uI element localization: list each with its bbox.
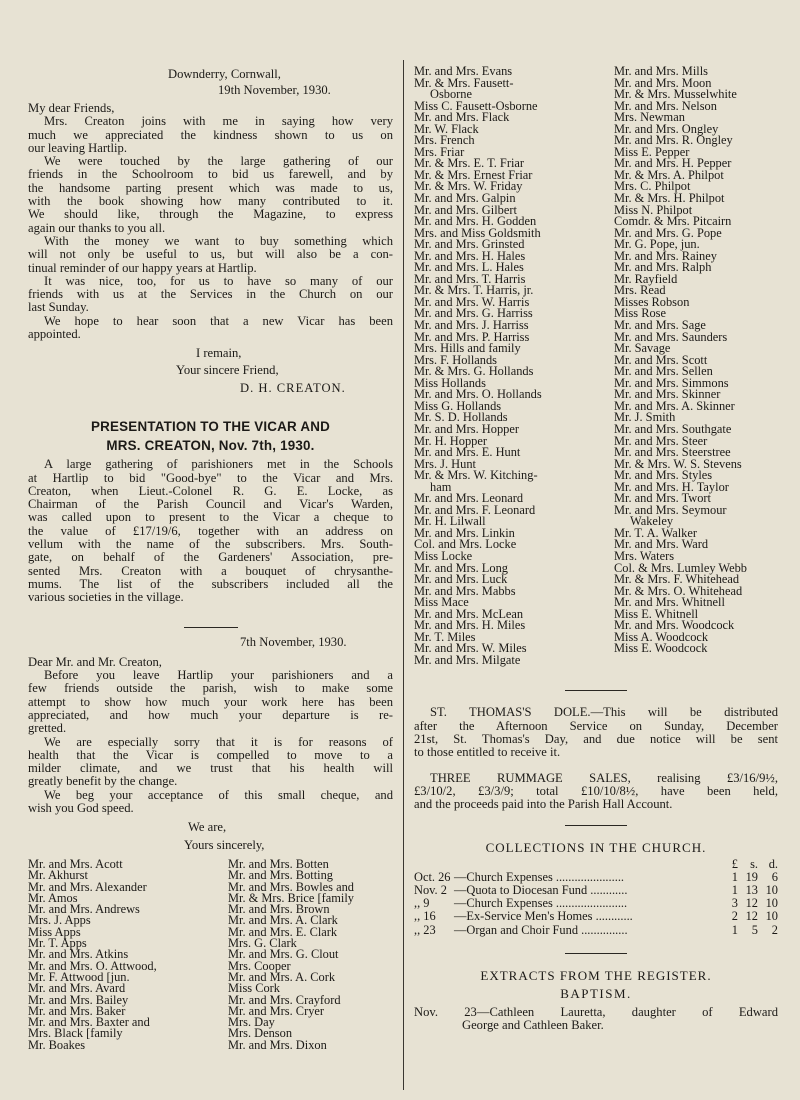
subscriber-name: Mr. and Mrs. Galpin bbox=[414, 191, 516, 206]
subscriber-name: Mr. and Mrs. W. Miles bbox=[414, 641, 527, 656]
collection-date: ,, 16 bbox=[414, 909, 436, 924]
body-line: milder climate, and we trust that his health will bbox=[28, 761, 393, 776]
letter-date: 19th November, 1930. bbox=[218, 83, 331, 97]
subscriber-name: Mr. and Mrs. Rainey bbox=[614, 248, 717, 263]
subscriber-name: Mr. and Mrs. L. Hales bbox=[414, 260, 524, 275]
subscriber-name: Mr. and Mrs. Flack bbox=[414, 110, 510, 125]
collections-table bbox=[414, 858, 778, 937]
subscriber-name: Miss Hollands bbox=[414, 375, 486, 390]
subscriber-name: Mr. and Mrs. Ralph bbox=[614, 260, 712, 275]
body-line: to those entitled to receive it. bbox=[414, 745, 561, 760]
subscriber-name: Mr. and Mrs. F. Leonard bbox=[414, 502, 536, 517]
subscriber-name: Mr. & Mrs. Brice [family bbox=[228, 890, 354, 905]
subscriber-name: Mrs. C. Philpot bbox=[614, 179, 691, 194]
subscriber-name: Mr. and Mrs. Steerstree bbox=[614, 445, 731, 460]
letter-body bbox=[28, 115, 393, 341]
body-line: friends with us at the Services in the Church on our bbox=[28, 287, 393, 302]
collection-shillings: 12 bbox=[745, 909, 758, 924]
letter-signature: D. H. CREATON. bbox=[240, 380, 346, 395]
letter-closing: I remain, bbox=[196, 346, 242, 361]
subscriber-name: Mr. and Mrs. Cryer bbox=[228, 1003, 325, 1018]
subscriber-name: Mr. and Mrs. Crayford bbox=[228, 992, 341, 1007]
subscriber-name: Miss E. Pepper bbox=[614, 144, 690, 159]
column-divider bbox=[403, 60, 404, 1090]
subscriber-list-left bbox=[28, 856, 393, 1052]
subscriber-name: Mr. and Mrs. Woodcock bbox=[614, 618, 735, 633]
subscriber-name: Mr. and Mrs. Baker bbox=[28, 1003, 126, 1018]
subscriber-name: Mr. and Mrs. Bowles and bbox=[228, 879, 354, 894]
collections-heading: COLLECTIONS IN THE CHURCH. bbox=[485, 839, 707, 855]
body-line: We are especially sorry that it is for reasons of bbox=[44, 734, 393, 749]
section-divider bbox=[565, 953, 627, 954]
presentation-section bbox=[28, 417, 393, 604]
subscriber-name: Miss Rose bbox=[614, 306, 666, 321]
subscriber-name: Mr. and Mrs. Saunders bbox=[614, 329, 728, 344]
subscriber-name: Mr. and Mrs. Southgate bbox=[614, 421, 732, 436]
subscriber-column bbox=[228, 856, 393, 1052]
subscriber-name: Mr. and Mrs. P. Harriss bbox=[414, 329, 530, 344]
presentation-body bbox=[28, 458, 393, 604]
body-line: Before you leave Hartlip your parishioners and a bbox=[44, 668, 393, 683]
subscriber-name: Mr. & Mrs. A. Philpot bbox=[614, 167, 724, 182]
subscriber-name: Mr. and Mrs. Evans bbox=[414, 64, 513, 78]
rummage-notice bbox=[414, 772, 778, 812]
subscriber-name: Mr. and Mrs. J. Harriss bbox=[414, 318, 529, 333]
body-line: was called upon to present to the Vicar a cheque to bbox=[28, 510, 393, 525]
subscriber-name: Mr. and Mrs. Andrews bbox=[28, 902, 140, 917]
subscriber-name: Mrs. Black [family bbox=[28, 1026, 123, 1041]
collection-pence: 10 bbox=[765, 882, 778, 897]
subscriber-name: Mrs. F. Hollands bbox=[414, 352, 497, 367]
body-line: various societies in the village. bbox=[28, 590, 184, 605]
presentation-heading-date: MRS. CREATON, Nov. 7th, 1930. bbox=[106, 438, 315, 454]
collection-date: ,, 23 bbox=[414, 922, 436, 937]
subscriber-name: Mrs. Waters bbox=[614, 548, 675, 563]
subscriber-name: Mrs. and Miss Goldsmith bbox=[414, 225, 541, 240]
subscriber-name: Mr. and Mrs. Hopper bbox=[414, 421, 519, 436]
collection-date: ,, 9 bbox=[414, 896, 430, 911]
subscriber-name: Mr. and Mrs. Alexander bbox=[28, 879, 147, 894]
body-line: attempt to show how much your work here has been bbox=[28, 694, 393, 709]
subscriber-name: Mr. and Mrs. Baxter and bbox=[28, 1015, 150, 1030]
subscriber-name: ham bbox=[430, 479, 452, 494]
subscriber-name: Mr. and Mrs. Styles bbox=[614, 468, 713, 483]
letter-salutation: My dear Friends, bbox=[28, 101, 115, 115]
subscriber-column bbox=[414, 66, 614, 666]
subscriber-name: Mr. and Mrs. Botten bbox=[228, 856, 329, 871]
subscriber-name: Mr. S. D. Hollands bbox=[414, 410, 508, 425]
body-line: wish you God speed. bbox=[28, 801, 134, 816]
subscriber-name: Mr. and Mrs. Twort bbox=[614, 491, 711, 506]
subscriber-name: Mr. and Mrs. Long bbox=[414, 560, 508, 575]
subscriber-name: Mr. & Mrs. E. T. Friar bbox=[414, 156, 525, 171]
register-section bbox=[414, 967, 778, 1033]
collection-pounds: 1 bbox=[731, 922, 738, 937]
subscriber-name: Mr. and Mrs. Scott bbox=[614, 352, 708, 367]
subscriber-name: Mr. and Mrs. G. Pope bbox=[614, 225, 722, 240]
body-line: A large gathering of parishioners met in the Schools bbox=[44, 457, 393, 472]
body-line: appreciated, and how much your departure is re- bbox=[28, 707, 393, 722]
subscriber-name: Mr. G. Pope, jun. bbox=[614, 237, 700, 252]
presentation-heading: PRESENTATION TO THE VICAR AND bbox=[91, 419, 330, 435]
subscriber-name: Mr. & Mrs. W. Friday bbox=[414, 179, 523, 194]
collection-row bbox=[414, 871, 778, 884]
collection-pence: 6 bbox=[771, 869, 778, 884]
body-line: with the book showing how many contributed to it. bbox=[28, 194, 393, 209]
subscriber-name: Mr. & Mrs. G. Hollands bbox=[414, 364, 534, 379]
body-line: vellum with the name of the subscribers. Mrs. South- bbox=[28, 537, 393, 552]
body-line: 21st, St. Thomas's Day, and due notice will be sent bbox=[414, 732, 778, 747]
subscriber-name: Mr. & Mrs. T. Harris, jr. bbox=[414, 283, 534, 298]
collection-date: Nov. 2 bbox=[414, 882, 447, 897]
letter-from-vicar bbox=[28, 66, 393, 395]
subscriber-name: Mr. and Mrs. Moon bbox=[614, 75, 712, 90]
subscriber-name: Mr. and Mrs. Acott bbox=[28, 856, 123, 871]
subscriber-name: Mr. and Mrs. O. Hollands bbox=[414, 387, 542, 402]
subscriber-column bbox=[28, 856, 228, 1052]
letter2-body bbox=[28, 669, 393, 815]
subscriber-name: Mr. and Mrs. Linkin bbox=[414, 525, 515, 540]
body-line: £3/10/2, £3/3/9; total £10/10/8½, have been held, bbox=[414, 783, 778, 798]
subscriber-name: Col. and Mrs. Locke bbox=[414, 537, 517, 552]
subscriber-name: Mr. and Mrs. W. Harris bbox=[414, 294, 530, 309]
subscriber-name: Mr. and Mrs. E. Clark bbox=[228, 924, 338, 939]
letter-place: Downderry, Cornwall, bbox=[168, 67, 281, 81]
body-line: Mrs. Creaton joins with me in saying how very bbox=[44, 114, 393, 129]
subscriber-name: Mr. H. Lilwall bbox=[414, 514, 486, 529]
collection-pounds: 3 bbox=[731, 896, 738, 911]
subscriber-name: Mrs. French bbox=[414, 133, 475, 148]
subscriber-name: Mr. and Mrs. Milgate bbox=[414, 652, 521, 667]
subscriber-name: Comdr. & Mrs. Pitcairn bbox=[614, 214, 732, 229]
body-line: THREE RUMMAGE SALES, realising £3/16/9½, bbox=[430, 770, 778, 785]
subscriber-name: Mr. & Mrs. H. Philpot bbox=[614, 191, 725, 206]
subscriber-name: Mr. and Mrs. O. Attwood, bbox=[28, 958, 157, 973]
baptism-heading: BAPTISM. bbox=[560, 985, 632, 1001]
subscriber-name: Mr. and Mrs. Luck bbox=[414, 572, 508, 587]
section-divider bbox=[184, 627, 238, 628]
collection-row bbox=[414, 924, 778, 937]
subscriber-name: Miss C. Fausett-Osborne bbox=[414, 98, 538, 113]
subscriber-name: Mr. and Mrs. Simmons bbox=[614, 375, 729, 390]
subscriber-name: Mr. T. Apps bbox=[28, 936, 87, 951]
subscriber-name: Mrs. Cooper bbox=[228, 958, 291, 973]
body-line: We beg your acceptance of this small cheque, and bbox=[44, 787, 393, 802]
subscriber-name: Mrs. Read bbox=[614, 283, 666, 298]
subscriber-name: Mr. and Mrs. Dixon bbox=[228, 1037, 327, 1052]
subscriber-name: Mr. and Mrs. Ongley bbox=[614, 121, 719, 136]
subscriber-name: Mrs. Hills and family bbox=[414, 341, 521, 356]
subscriber-name: Mrs. Newman bbox=[614, 110, 685, 125]
subscriber-name: Mr. and Mrs. H. Hales bbox=[414, 248, 526, 263]
left-column bbox=[28, 66, 393, 1051]
body-line: at Hartlip to bid "Good-bye" to the Vicar and Mrs. bbox=[28, 470, 393, 485]
body-line: gate, on behalf of the Gardeners' Association, pre- bbox=[28, 550, 393, 565]
letter2-date: 7th November, 1930. bbox=[240, 634, 347, 649]
letter-from-parishioners bbox=[28, 636, 393, 852]
subscriber-list-right bbox=[414, 66, 778, 666]
body-line: and the proceeds paid into the Parish Hall Account. bbox=[414, 797, 673, 812]
letter2-closing-yours: Yours sincerely, bbox=[184, 837, 265, 852]
subscriber-name: Miss Cork bbox=[228, 981, 280, 996]
collection-date: Oct. 26 bbox=[414, 869, 451, 884]
collection-pence: 10 bbox=[765, 909, 778, 924]
subscriber-name: Misses Robson bbox=[614, 294, 690, 309]
collections-section bbox=[414, 839, 778, 937]
subscriber-name: Mr. and Mrs. Skinner bbox=[614, 387, 721, 402]
body-line: will not only be useful to us, but will also be a con- bbox=[28, 247, 393, 262]
subscriber-name: Mr. & Mrs. O. Whitehead bbox=[614, 583, 743, 598]
subscriber-name: Mr. & Mrs. W. Kitching- bbox=[414, 468, 538, 483]
subscriber-name: Mr. and Mrs. Atkins bbox=[28, 947, 129, 962]
subscriber-name: Mr. and Mrs. E. Hunt bbox=[414, 445, 521, 460]
collections-units-row bbox=[414, 858, 778, 871]
subscriber-name: Miss A. Woodcock bbox=[614, 629, 709, 644]
body-line: the handsome parting present which was made to us, bbox=[28, 180, 393, 195]
body-line: few friends outside the parish, wish to make some bbox=[28, 681, 393, 696]
body-line: health that the Vicar is compelled to move to a bbox=[28, 747, 393, 762]
subscriber-name: Mr. and Mrs. Sage bbox=[614, 318, 706, 333]
subscriber-name: Mr. and Mrs. Mills bbox=[614, 64, 708, 78]
subscriber-name: Miss Locke bbox=[414, 548, 473, 563]
subscriber-name: Mrs. Friar bbox=[414, 144, 465, 159]
collection-row bbox=[414, 910, 778, 923]
subscriber-name: Miss Mace bbox=[414, 595, 469, 610]
collection-pence: 10 bbox=[765, 896, 778, 911]
subscriber-name: Mr. and Mrs. H. Godden bbox=[414, 214, 537, 229]
subscriber-name: Mr. H. Hopper bbox=[414, 433, 487, 448]
body-line: We hope to hear soon that a new Vicar has been bbox=[44, 313, 393, 328]
section-divider bbox=[565, 825, 627, 826]
subscriber-name: Mr. and Mrs. G. Harriss bbox=[414, 306, 533, 321]
subscriber-name: Mr. and Mrs. G. Clout bbox=[228, 947, 339, 962]
body-line: sented Mrs. Creaton with a bouquet of chrysanthe- bbox=[28, 563, 393, 578]
subscriber-name: Miss E. Woodcock bbox=[614, 641, 708, 656]
subscriber-name: Mr. and Mrs. H. Pepper bbox=[614, 156, 732, 171]
body-line: last Sunday. bbox=[28, 300, 89, 315]
body-line: mums. The list of the subscribers included all the bbox=[28, 576, 393, 591]
collection-shillings: 12 bbox=[745, 896, 758, 911]
body-line: tinual reminder of our happy years at Hartlip. bbox=[28, 260, 257, 275]
right-column bbox=[414, 66, 778, 1032]
body-line: ST. THOMAS'S DOLE.—This will be distributed bbox=[430, 705, 778, 720]
subscriber-name: Mrs. J. Hunt bbox=[414, 456, 476, 471]
subscriber-name: Mr. & Mrs. F. Whitehead bbox=[614, 572, 740, 587]
letter2-salutation: Dear Mr. and Mr. Creaton, bbox=[28, 654, 162, 669]
subscriber-name: Mr. and Mrs. Grinsted bbox=[414, 237, 525, 252]
subscriber-name: Miss N. Philpot bbox=[614, 202, 693, 217]
baptism-entry-cont: George and Cathleen Baker. bbox=[462, 1018, 604, 1033]
body-line: our leaving Hartlip. bbox=[28, 140, 127, 155]
subscriber-name: Mr. and Mrs. Brown bbox=[228, 902, 330, 917]
collection-purpose: —Church Expenses ...................... bbox=[454, 869, 625, 884]
subscriber-name: Mr. and Mrs. Bailey bbox=[28, 992, 129, 1007]
subscriber-name: Mr. T. A. Walker bbox=[614, 525, 697, 540]
body-line: after the Afternoon Service on Sunday, December bbox=[414, 718, 778, 733]
dole-notice bbox=[414, 706, 778, 759]
subscriber-name: Mr. Savage bbox=[614, 341, 671, 356]
subscriber-name: Mr. & Mrs. W. S. Stevens bbox=[614, 456, 742, 471]
subscriber-name: Mr. Rayfield bbox=[614, 271, 678, 286]
collection-shillings: 19 bbox=[745, 869, 758, 884]
subscriber-name: Mrs. G. Clark bbox=[228, 936, 297, 951]
collection-purpose: —Church Expenses ....................... bbox=[454, 896, 628, 911]
register-heading: EXTRACTS FROM THE REGISTER. bbox=[480, 967, 712, 983]
subscriber-column bbox=[614, 66, 778, 666]
body-line: greatly benefit by the change. bbox=[28, 774, 178, 789]
subscriber-name: Miss G. Hollands bbox=[414, 398, 502, 413]
body-line: gretted. bbox=[28, 721, 67, 736]
subscriber-name: Mr. T. Miles bbox=[414, 629, 476, 644]
subscriber-name: Mr. and Mrs. A. Cork bbox=[228, 969, 336, 984]
subscriber-name: Mr. and Mrs. Whitnell bbox=[614, 595, 725, 610]
body-line: Creaton, when Lieut.-Colonel R. G. E. Locke, as bbox=[28, 483, 393, 498]
letter2-closing: We are, bbox=[188, 820, 227, 835]
collection-pounds: 2 bbox=[731, 909, 738, 924]
subscriber-name: Mr. W. Flack bbox=[414, 121, 479, 136]
body-line: friends in the Schoolroom to bid us farewell, and by bbox=[28, 167, 393, 182]
subscriber-name: Mr. Boakes bbox=[28, 1037, 86, 1052]
body-line: much we appreciated the kindness shown to us on bbox=[28, 127, 393, 142]
subscriber-name: Mr. and Mrs. Leonard bbox=[414, 491, 524, 506]
subscriber-name: Mr. J. Smith bbox=[614, 410, 676, 425]
subscriber-name: Mr. and Mrs. R. Ongley bbox=[614, 133, 733, 148]
subscriber-name: Mr. and Mrs. Mabbs bbox=[414, 583, 516, 598]
subscriber-name: Mr. Amos bbox=[28, 890, 78, 905]
subscriber-name: Mr. Akhurst bbox=[28, 868, 88, 883]
subscriber-name: Mr. and Mrs. Avard bbox=[28, 981, 126, 996]
subscriber-name: Mr. and Mrs. Botting bbox=[228, 868, 333, 883]
subscriber-name: Mr. and Mrs. Seymour bbox=[614, 502, 727, 517]
subscriber-name: Mr. and Mrs. Ward bbox=[614, 537, 709, 552]
subscriber-name: Mr. and Mrs. Nelson bbox=[614, 98, 717, 113]
collection-shillings: 13 bbox=[745, 882, 758, 897]
subscriber-name: Mr. and Mrs. H. Miles bbox=[414, 618, 526, 633]
letter-closing-friend: Your sincere Friend, bbox=[176, 362, 279, 377]
currency-unit: d. bbox=[768, 856, 778, 871]
subscriber-name: Mr. and Mrs. McLean bbox=[414, 606, 524, 621]
baptism-entry: Nov. 23—Cathleen Lauretta, daughter of Edward bbox=[414, 1004, 778, 1019]
subscriber-name: Mr. F. Attwood [jun. bbox=[28, 969, 130, 984]
body-line: With the money we want to buy something which bbox=[44, 233, 393, 248]
section-divider bbox=[565, 690, 627, 691]
subscriber-name: Mr. and Mrs. Sellen bbox=[614, 364, 713, 379]
body-line: It was nice, too, for us to have so many of our bbox=[44, 273, 393, 288]
subscriber-name: Mr. & Mrs. Musselwhite bbox=[614, 87, 737, 102]
subscriber-name: Mrs. J. Apps bbox=[28, 913, 91, 928]
subscriber-name: Mr. and Mrs. H. Taylor bbox=[614, 479, 729, 494]
body-line: appointed. bbox=[28, 327, 81, 342]
collection-pounds: 1 bbox=[731, 869, 738, 884]
body-line: Chairman of the Parish Council and Vicar's Warden, bbox=[28, 497, 393, 512]
currency-unit: s. bbox=[750, 856, 758, 871]
subscriber-name: Mr. and Mrs. Steer bbox=[614, 433, 708, 448]
body-line: We should like, through the Magazine, to express bbox=[28, 207, 393, 222]
subscriber-name: Mr. and Mrs. Gilbert bbox=[414, 202, 517, 217]
collection-pence: 2 bbox=[771, 922, 778, 937]
collection-purpose: —Quota to Diocesan Fund ............ bbox=[454, 882, 628, 897]
subscriber-name: Mr. and Mrs. T. Harris bbox=[414, 271, 526, 286]
subscriber-name: Miss E. Whitnell bbox=[614, 606, 699, 621]
subscriber-name: Col. & Mrs. Lumley Webb bbox=[614, 560, 747, 575]
body-line: again our thanks to you all. bbox=[28, 220, 166, 235]
subscriber-name: Mrs. Day bbox=[228, 1015, 275, 1030]
subscriber-name: Mr. & Mrs. Fausett- bbox=[414, 75, 514, 90]
body-line: the value of £17/19/6, together with an address on bbox=[28, 523, 393, 538]
collection-shillings: 5 bbox=[751, 922, 758, 937]
subscriber-name: Mr. & Mrs. Ernest Friar bbox=[414, 167, 533, 182]
subscriber-name: Mr. and Mrs. A. Skinner bbox=[614, 398, 735, 413]
collection-pounds: 1 bbox=[731, 882, 738, 897]
subscriber-name: Mrs. Denson bbox=[228, 1026, 293, 1041]
subscriber-name: Wakeley bbox=[630, 514, 674, 529]
subscriber-name: Osborne bbox=[430, 87, 472, 102]
subscriber-name: Miss Apps bbox=[28, 924, 81, 939]
collection-purpose: —Organ and Choir Fund ............... bbox=[454, 922, 628, 937]
currency-unit: £ bbox=[731, 856, 738, 871]
subscriber-name: Mr. and Mrs. A. Clark bbox=[228, 913, 338, 928]
body-line: We were touched by the large gathering of our bbox=[44, 154, 393, 169]
collection-purpose: —Ex-Service Men's Homes ............ bbox=[454, 909, 633, 924]
